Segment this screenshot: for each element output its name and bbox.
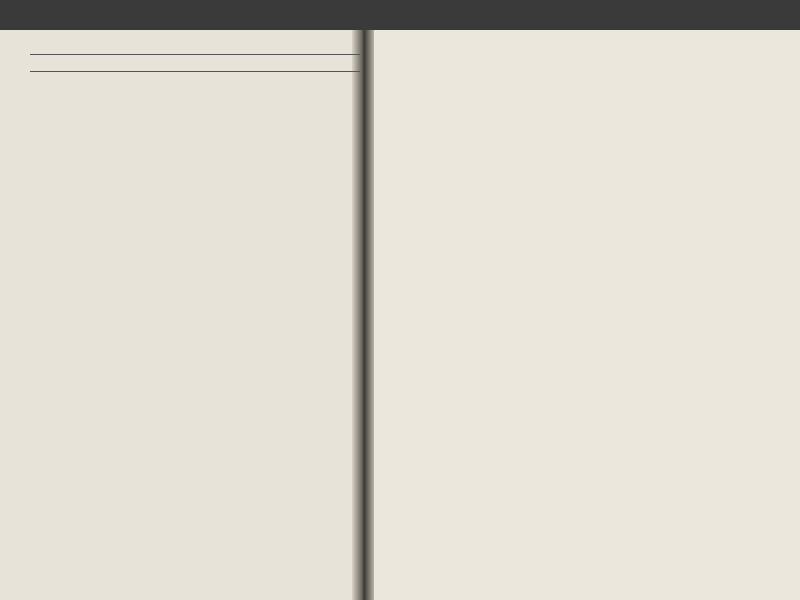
right-page-content: [385, 95, 775, 109]
right-page: [360, 30, 800, 600]
divider: [30, 71, 360, 72]
left-page: [0, 30, 372, 600]
divider: [30, 54, 360, 55]
book-gutter: [352, 30, 374, 600]
left-page-content: [30, 42, 360, 84]
